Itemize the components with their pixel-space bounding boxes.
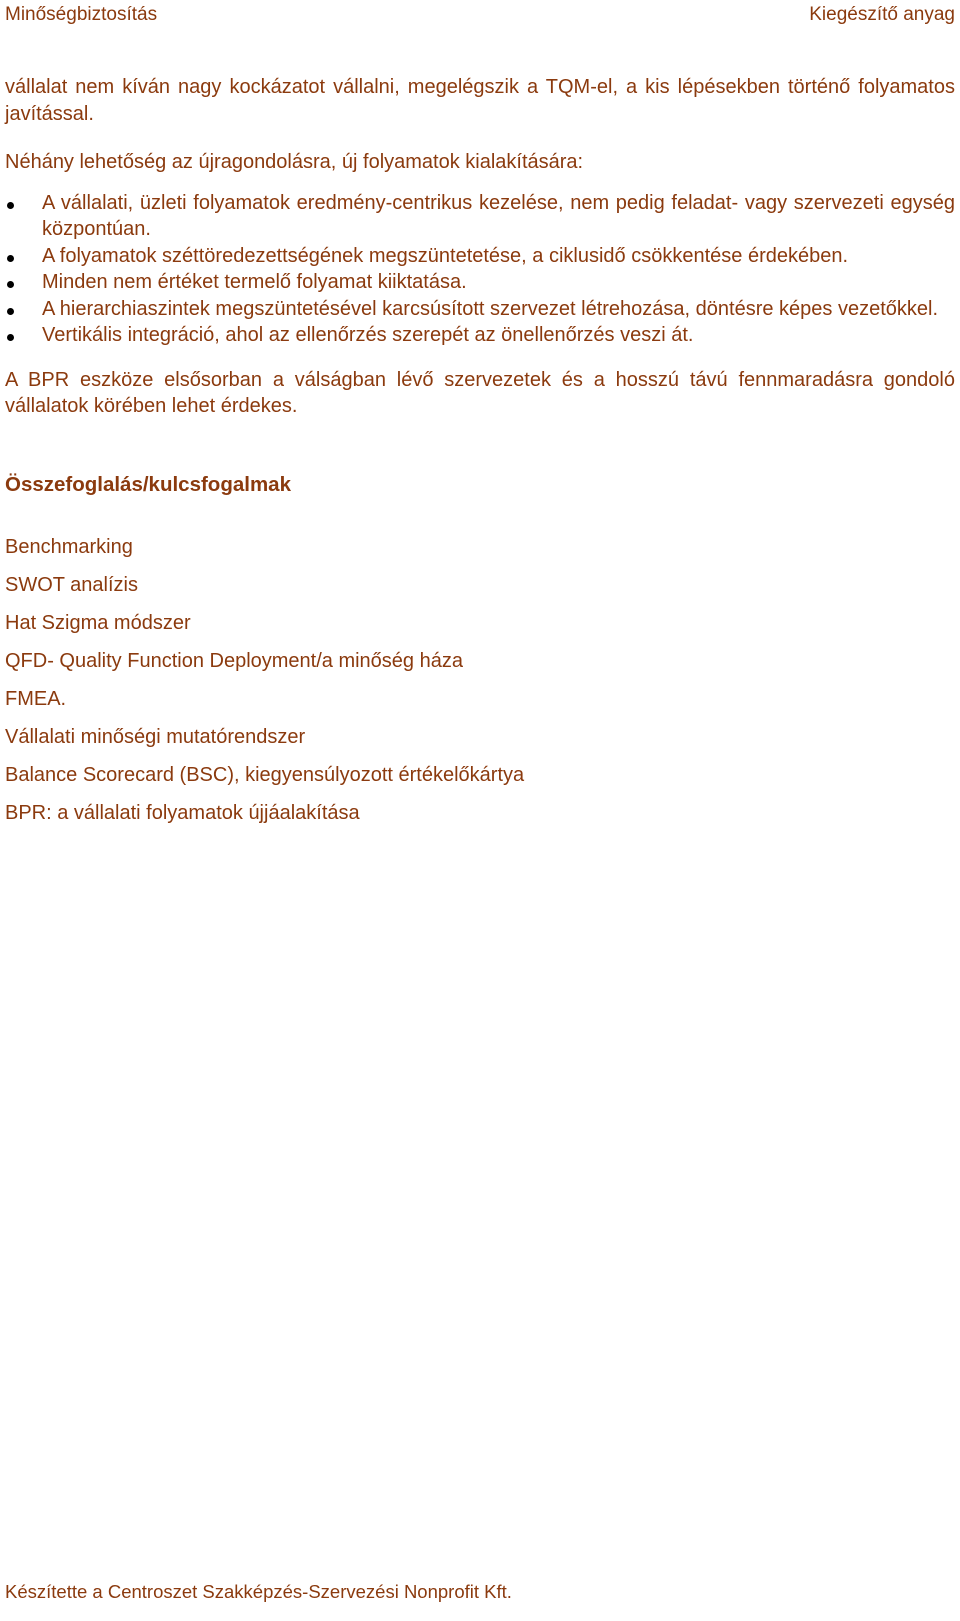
list-item-text: A folyamatok széttöredezettségének megszüntetetése, a ciklusidő csökkentése érdekében. xyxy=(42,244,849,267)
bullet-dot-icon xyxy=(7,308,14,315)
summary-heading: Összefoglalás/kulcsfogalmak xyxy=(5,472,291,496)
keyword-list xyxy=(5,534,955,826)
reengineering-options-list xyxy=(5,190,955,349)
keyword-item: Balance Scorecard (BSC), kiegyensúlyozott értékelőkártya xyxy=(5,763,525,786)
keyword-item: Benchmarking xyxy=(5,535,133,558)
list-item xyxy=(5,296,955,323)
keyword-item: FMEA. xyxy=(5,687,67,710)
keyword-item: BPR: a vállalati folyamatok újjáalakítása xyxy=(5,801,360,824)
keyword-item: Hat Szigma módszer xyxy=(5,611,191,634)
list-item xyxy=(5,322,955,349)
header-document-type: Kiegészítő anyag xyxy=(809,4,955,25)
bullet-dot-icon xyxy=(7,255,14,262)
bullet-dot-icon xyxy=(7,202,14,209)
document-body xyxy=(5,74,955,838)
header-document-title: Minőségbiztosítás xyxy=(5,4,158,25)
list-item xyxy=(5,269,955,296)
intro-paragraph: vállalat nem kíván nagy kockázatot vállalni, megelégszik a TQM-el, a kis lépésekben történő folyamatos javítással. xyxy=(5,76,955,125)
keyword-item: SWOT analízis xyxy=(5,573,138,596)
list-item-text: A vállalati, üzleti folyamatok eredmény-centrikus kezelése, nem pedig feladat- vagy szervezeti egység központúan. xyxy=(42,191,955,240)
list-item xyxy=(5,243,955,270)
page-footer: Készítette a Centroszet Szakképzés-Szervezési Nonprofit Kft. xyxy=(5,1581,512,1602)
list-item-text: Minden nem értéket termelő folyamat kiiktatása. xyxy=(42,271,467,293)
lead-paragraph: Néhány lehetőség az újragondolásra, új folyamatok kialakítására: xyxy=(5,151,584,173)
list-item-text: Vertikális integráció, ahol az ellenőrzés szerepét az önellenőrzés veszi át. xyxy=(42,324,694,346)
keyword-item: QFD- Quality Function Deployment/a minőség háza xyxy=(5,649,463,672)
list-item xyxy=(5,190,955,243)
bullet-dot-icon xyxy=(7,334,14,341)
page-header xyxy=(5,3,955,27)
bullet-dot-icon xyxy=(7,281,14,288)
keyword-item: Vállalati minőségi mutatórendszer xyxy=(5,725,306,748)
bpr-paragraph: A BPR eszköze elsősorban a válságban lévő szervezetek és a hosszú távú fennmaradásra gondoló vállalatok körében lehet érdekes. xyxy=(5,368,955,417)
list-item-text: A hierarchiaszintek megszüntetésével karcsúsított szervezet létrehozása, döntésre képes vezetőkkel. xyxy=(42,297,939,320)
